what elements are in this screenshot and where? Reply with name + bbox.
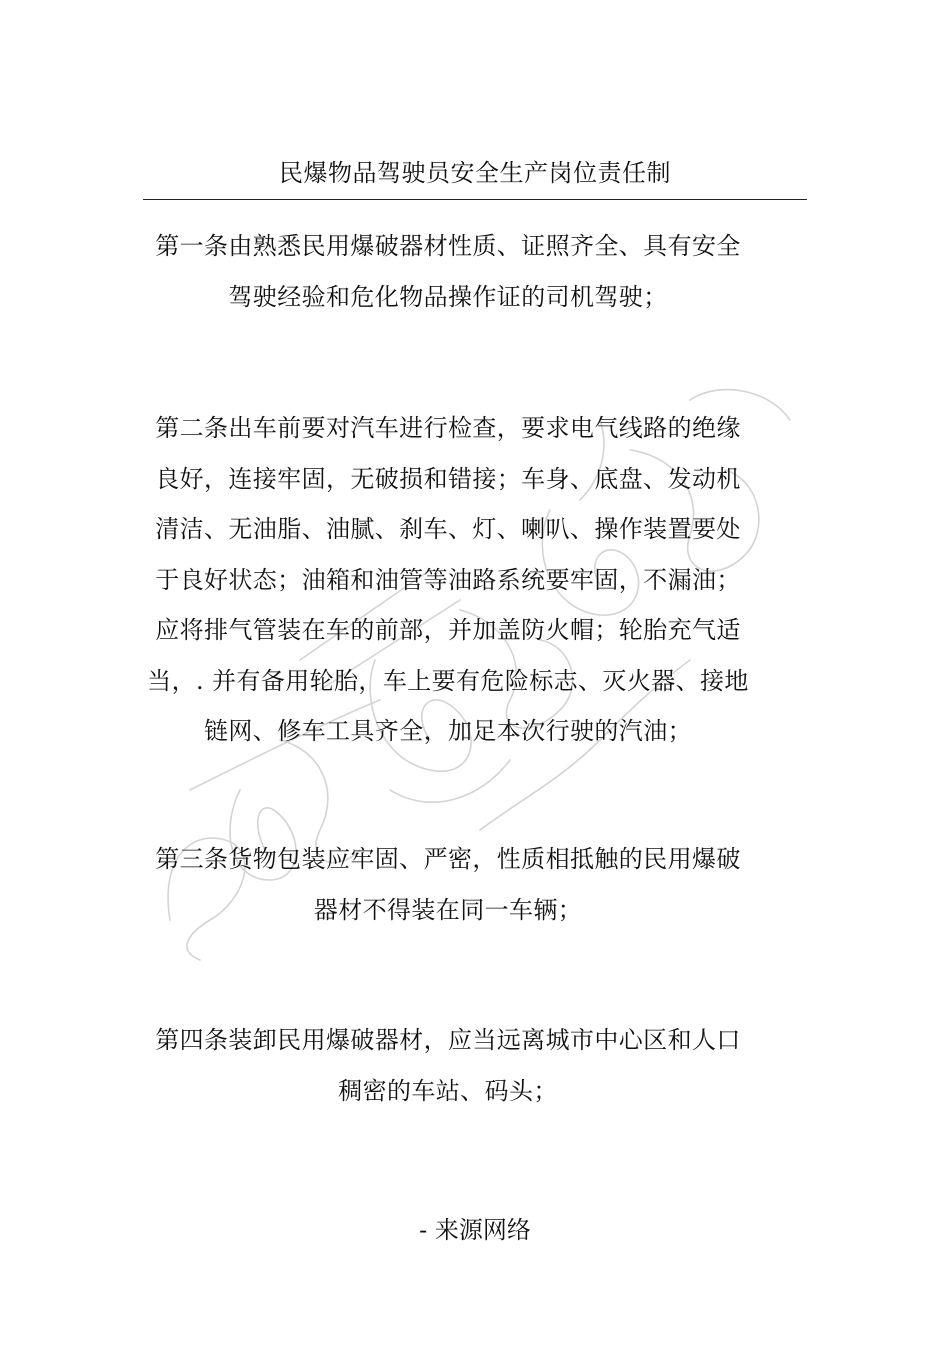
article-line: 第二条出车前要对汽车进行检查，要求电气线路的绝缘 bbox=[155, 414, 741, 442]
article-line: 良好，连接牢固，无破损和错接；车身、底盘、发动机 bbox=[155, 464, 741, 493]
source-footer: - 来源网络 bbox=[419, 1216, 531, 1244]
article-line: 于良好状态；油箱和油管等油路系统要牢固，不漏油； bbox=[155, 565, 741, 594]
title-divider bbox=[143, 199, 807, 200]
article-line: 清洁、无油脂、油腻、刹车、灯、喇叭、操作装置要处 bbox=[155, 515, 741, 543]
article-line: 链网、修车工具齐全，加足本次行驶的汽油； bbox=[204, 717, 692, 745]
article-line: 第四条装卸民用爆破器材，应当远离城市中心区和人口 bbox=[155, 1026, 741, 1054]
article-line: 稠密的车站、码头； bbox=[338, 1076, 558, 1105]
article-2 bbox=[143, 403, 753, 757]
article-line: 第三条货物包装应牢固、严密，性质相抵触的民用爆破 bbox=[155, 845, 741, 873]
article-1 bbox=[143, 221, 753, 322]
article-3 bbox=[143, 834, 753, 935]
article-line: 驾驶经验和危化物品操作证的司机驾驶； bbox=[228, 282, 668, 311]
article-line: 应将排气管装在车的前部，并加盖防火帽；轮胎充气适 bbox=[155, 616, 741, 644]
article-line: 当，. 并有备用轮胎，车上要有危险标志、灭火器、接地 bbox=[147, 666, 749, 695]
article-line: 器材不得装在同一车辆； bbox=[313, 895, 583, 924]
article-4 bbox=[143, 1015, 753, 1116]
page-title: 民爆物品驾驶员安全生产岗位责任制 bbox=[279, 159, 671, 187]
article-line: 第一条由熟悉民用爆破器材性质、证照齐全、具有安全 bbox=[155, 232, 741, 260]
